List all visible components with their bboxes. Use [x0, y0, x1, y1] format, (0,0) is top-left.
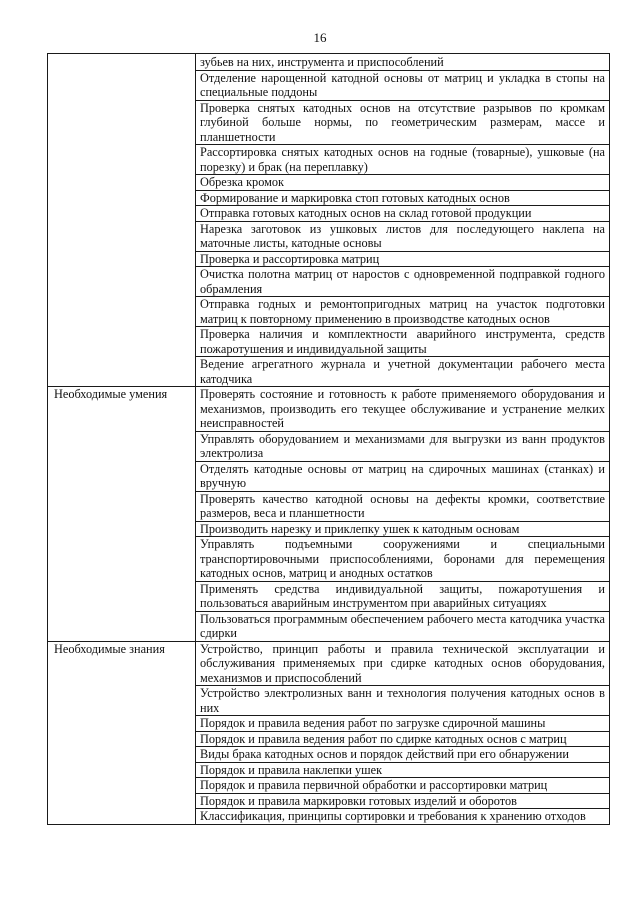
requirements-table: [47, 53, 610, 825]
section-label: Необходимые знания: [48, 641, 196, 824]
page-number: 16: [313, 30, 327, 45]
section-item: Проверять качество катодной основы на дефекты кромки, соответствие размеров, веса и планшетности: [196, 491, 610, 521]
section-item: Порядок и правила маркировки готовых изделий и оборотов: [196, 793, 610, 809]
section-item: Отделение нарощенной катодной основы от матриц и укладка в стопы на специальные поддоны: [196, 70, 610, 100]
section-item: Порядок и правила первичной обработки и рассортировки матриц: [196, 778, 610, 794]
section-item: Управлять подъемными сооружениями и специальными транспортировочными приспособлениями, боронами для перемещения катодных основ, матриц и анодных остатков: [196, 537, 610, 582]
section-label: [48, 54, 196, 387]
section-item: Проверка снятых катодных основ на отсутствие разрывов по кромкам глубиной больше нормы, по геометрическим размерам, массе и планшетности: [196, 100, 610, 145]
table-row: [48, 54, 610, 71]
section-item: Производить нарезку и приклепку ушек к катодным основам: [196, 521, 610, 537]
section-item: Проверка и рассортировка матриц: [196, 251, 610, 267]
section-item: Управлять оборудованием и механизмами для выгрузки из ванн продуктов электролиза: [196, 431, 610, 461]
section-item: Устройство электролизных ванн и технология получения катодных основ в них: [196, 686, 610, 716]
section-item: Обрезка кромок: [196, 175, 610, 191]
section-item: Нарезка заготовок из ушковых листов для последующего наклепа на маточные листы, катодные основы: [196, 221, 610, 251]
section-item: Порядок и правила ведения работ по загрузке сдирочной машины: [196, 716, 610, 732]
section-item: Очистка полотна матриц от наростов с одновременной подправкой годного обрамления: [196, 267, 610, 297]
section-item: Пользоваться программным обеспечением рабочего места катодчика участка сдирки: [196, 611, 610, 641]
section-item: Порядок и правила ведения работ по сдирке катодных основ с матриц: [196, 731, 610, 747]
section-item: Отправка готовых катодных основ на склад готовой продукции: [196, 206, 610, 222]
section-item: Виды брака катодных основ и порядок действий при его обнаружении: [196, 747, 610, 763]
table-row: [48, 641, 610, 686]
section-item: Применять средства индивидуальной защиты, пожаротушения и пользоваться аварийным инструментом при аварийных ситуациях: [196, 581, 610, 611]
section-item: зубьев на них, инструмента и приспособлений: [196, 54, 610, 71]
section-item: Отправка годных и ремонтопригодных матриц на участок подготовки матриц к повторному применению в производстве катодных основ: [196, 297, 610, 327]
section-item: Рассортировка снятых катодных основ на годные (товарные), ушковые (на порезку) и брак (на переплавку): [196, 145, 610, 175]
section-item: Устройство, принцип работы и правила технической эксплуатации и обслуживания применяемых при сдирке катодных основ оборудования, механизмов и приспособлений: [196, 641, 610, 686]
section-item: Ведение агрегатного журнала и учетной документации рабочего места катодчика: [196, 357, 610, 387]
requirements-table-body: [48, 54, 610, 825]
section-item: Порядок и правила наклепки ушек: [196, 762, 610, 778]
section-item: Проверка наличия и комплектности аварийного инструмента, средств пожаротушения и индивидуальной защиты: [196, 327, 610, 357]
section-item: Формирование и маркировка стоп готовых катодных основ: [196, 190, 610, 206]
table-row: [48, 387, 610, 432]
section-item: Проверять состояние и готовность к работе применяемого оборудования и механизмов, производить его текущее обслуживание и устранение мелких неисправностей: [196, 387, 610, 432]
section-label: Необходимые умения: [48, 387, 196, 642]
section-item: Отделять катодные основы от матриц на сдирочных машинах (станках) и вручную: [196, 461, 610, 491]
section-item: Классификация, принципы сортировки и требования к хранению отходов: [196, 809, 610, 825]
